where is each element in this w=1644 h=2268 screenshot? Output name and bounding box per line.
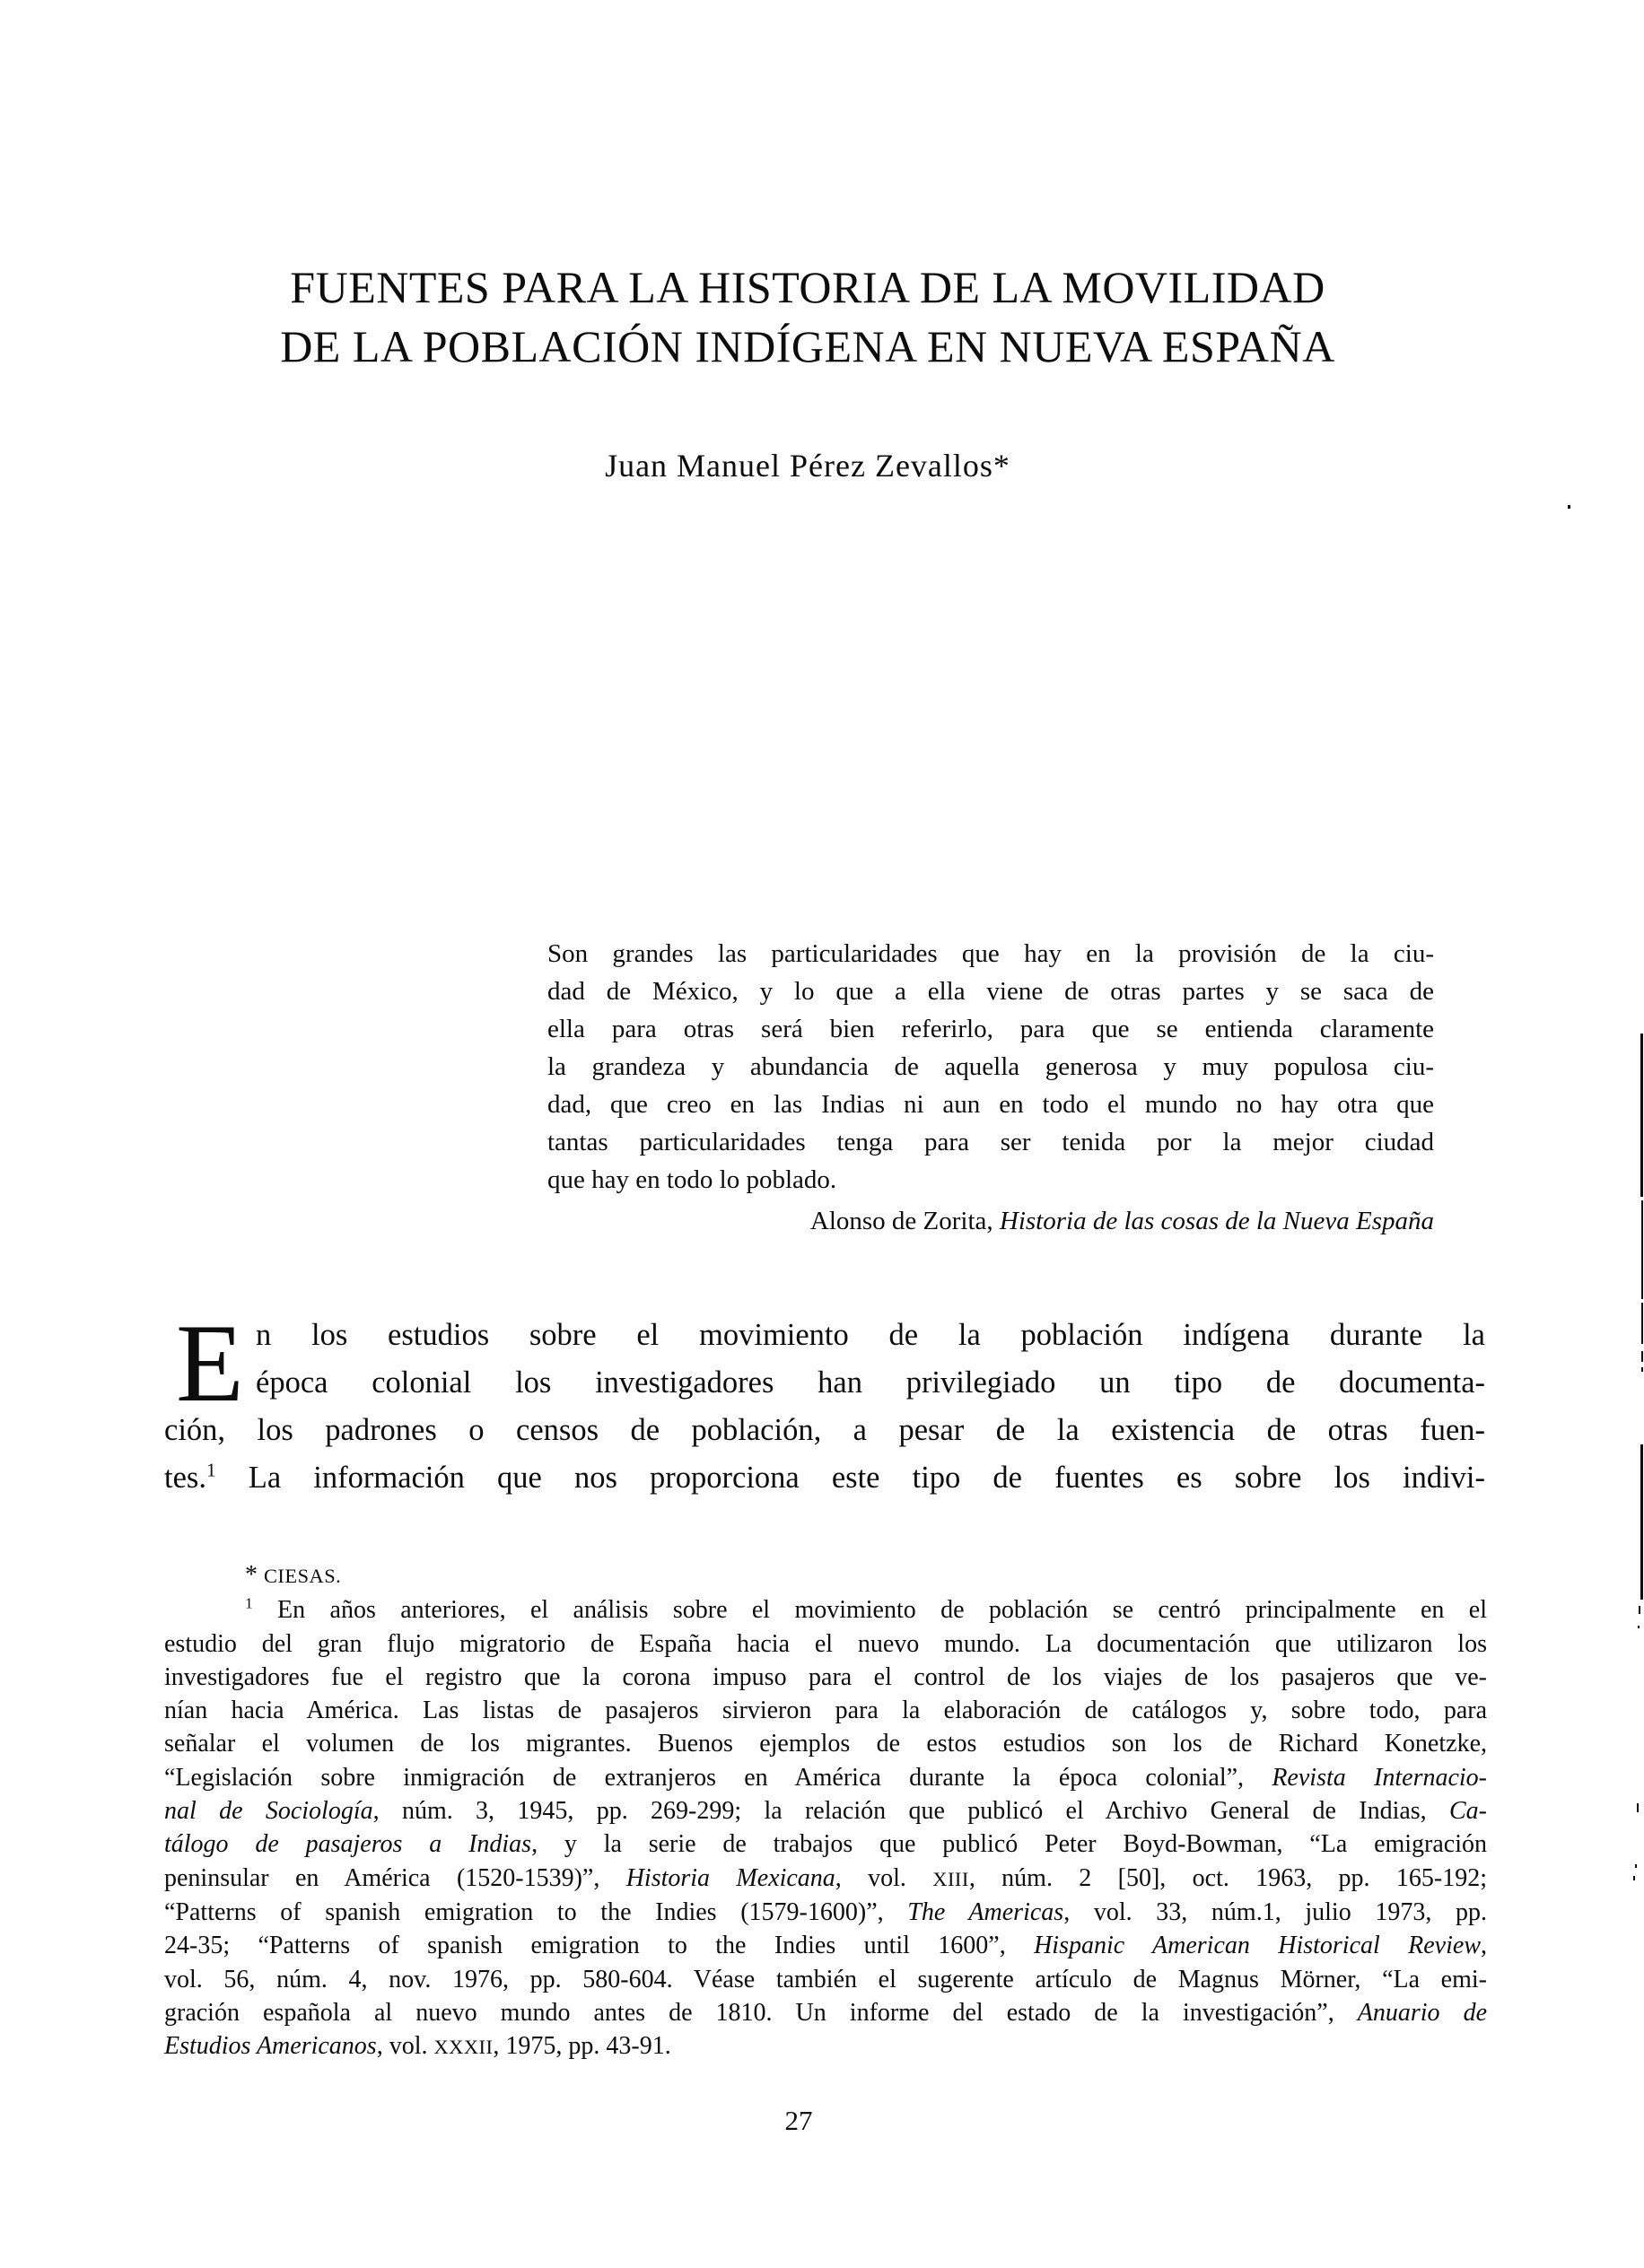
scan-artifact <box>1641 1367 1643 1372</box>
text-line: estudio del gran flujo migratorio de España hacia el nuevo mundo. La documentación que utilizaron los <box>164 1629 1487 1658</box>
scan-artifact <box>1638 1626 1640 1628</box>
scan-artifact <box>1633 1876 1635 1880</box>
scan-artifact <box>1639 1606 1640 1614</box>
text-line: peninsular en América (1520-1539)”, Historia Mexicana, vol. XIII, núm. 2 [50], oct. 1963, pp. 165-192; <box>164 1863 1487 1892</box>
text-line: $^1$ En años anteriores, el análisis sobre el movimiento de población se centró principalmente en el <box>245 1594 1487 1625</box>
scan-artifact <box>1640 1034 1643 1197</box>
text-line: vol. 56, núm. 4, nov. 1976, pp. 580-604. Véase también el sugerente artículo de Magnus Mörner, “La emi- <box>164 1965 1487 1993</box>
text-line: gración española al nuevo mundo antes de 1810. Un informe del estado de la investigación”, Anuario de <box>164 1998 1487 2027</box>
text-line: que hay en todo lo poblado. <box>547 1165 837 1194</box>
body-paragraph <box>164 1312 1485 1502</box>
text-line: tantas particularidades tenga para ser tenida por la mejor ciudad <box>547 1128 1434 1156</box>
text-line: 24-35; “Patterns of spanish emigration to the Indies until 1600”, Hispanic American Historical Review, <box>164 1932 1487 1960</box>
text-line: Son grandes las particularidades que hay en la provisión de la ciu- <box>547 939 1434 968</box>
text-line: Estudios Americanos, vol. XXXII, 1975, pp. 43-91. <box>164 2032 671 2061</box>
epigraph-attribution <box>547 1202 1434 1240</box>
text-line: n los estudios sobre el movimiento de la población indígena durante la <box>256 1318 1485 1352</box>
text-line: * CIESAS. <box>245 1561 342 1589</box>
article-title <box>135 257 1481 376</box>
text-line: señalar el volumen de los migrantes. Buenos ejemplos de estos estudios son los de Richard Konetzke, <box>164 1730 1487 1758</box>
text-line: “Patterns of spanish emigration to the Indies (1579-1600)”, The Americas, vol. 33, núm.1, julio 1973, pp. <box>164 1897 1487 1926</box>
text-line: nían hacia América. Las listas de pasajeros sirvieron para la elaboración de catálogos y, sobre todo, para <box>164 1697 1487 1725</box>
text-line: tálogo de pasajeros a Indias, y la serie de trabajos que publicó Peter Boyd-Bowman, “La emigración <box>164 1830 1488 1859</box>
text-line: dad de México, y lo que a ella viene de otras partes y se saca de <box>547 977 1434 1006</box>
scan-artifact <box>1640 1444 1643 1600</box>
scan-artifact <box>1641 1351 1643 1362</box>
text-line: dad, que creo en las Indias ni aun en todo el mundo no hay otra que <box>547 1090 1434 1119</box>
text-line: FUENTES PARA LA HISTORIA DE LA MOVILIDAD <box>290 262 1325 312</box>
article-author <box>135 447 1481 484</box>
text-line: Juan Manuel Pérez Zevallos* <box>605 448 1010 484</box>
epigraph-quote <box>547 935 1434 1199</box>
scan-artifact <box>1641 1200 1643 1299</box>
text-line: DE LA POBLACIÓN INDÍGENA EN NUEVA ESPAÑA <box>280 321 1335 371</box>
scan-artifact <box>1637 1803 1639 1812</box>
text-line: tes.$^1$ La información que nos proporciona este tipo de fuentes es sobre los indivi- <box>164 1459 1485 1495</box>
footnote-1 <box>164 1593 1487 2063</box>
footnote-asterisk <box>164 1558 1487 1592</box>
text-line: época colonial los investigadores han privilegiado un tipo de documenta- <box>256 1365 1485 1400</box>
text-line: la grandeza y abundancia de aquella generosa y muy populosa ciu- <box>547 1052 1434 1081</box>
text-line: “Legislación sobre inmigración de extranjeros en América durante la época colonial”, Revista Internacio- <box>164 1763 1487 1792</box>
scan-artifact <box>1641 1303 1643 1344</box>
drop-cap: E <box>176 1302 244 1425</box>
scan-artifact <box>1568 505 1570 509</box>
text-line: nal de Sociología, núm. 3, 1945, pp. 269-299; la relación que publicó el Archivo General de Indias, Ca- <box>164 1797 1487 1826</box>
text-line: ella para otras será bien referirlo, para que se entienda claramente <box>547 1015 1434 1043</box>
text-line: investigadores fue el registro que la corona impuso para el control de los viajes de los pasajeros que ve- <box>164 1662 1487 1691</box>
footnotes <box>164 1558 1487 2063</box>
scan-artifact <box>1635 1864 1637 1868</box>
text-line: ción, los padrones o censos de población, a pesar de la existencia de otras fuen- <box>164 1413 1485 1447</box>
text-line: Alonso de Zorita, Historia de las cosas de la Nueva España <box>809 1207 1434 1235</box>
page-number: 27 <box>784 2105 813 2136</box>
